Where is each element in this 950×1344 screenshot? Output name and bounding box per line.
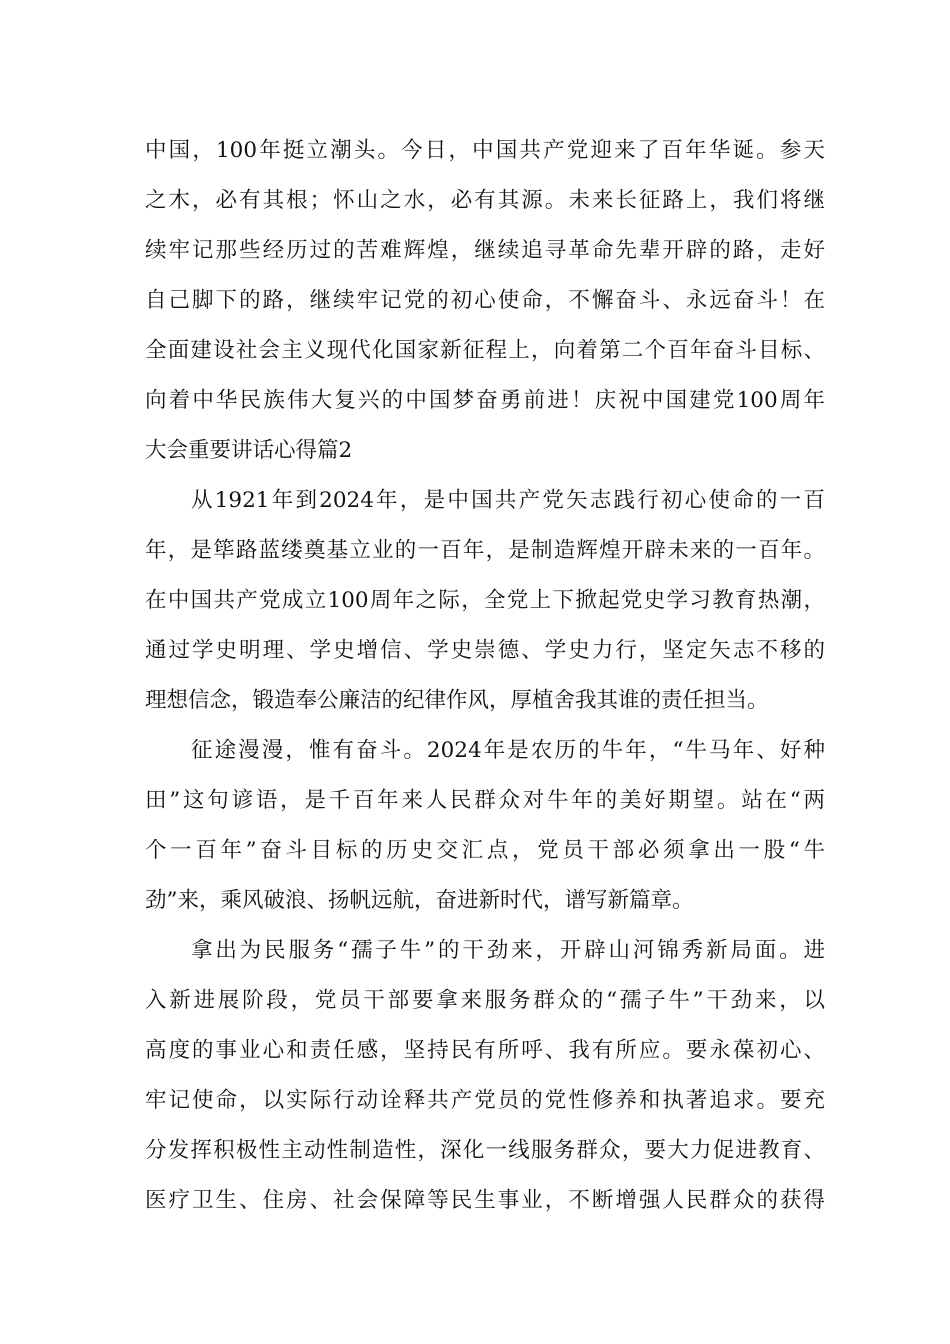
text-line: 医疗卫生、住房、社会保障等民生事业，不断增强人民群众的获得 xyxy=(145,1188,825,1213)
section-heading-line: 大会重要讲话心得篇2 xyxy=(145,438,353,463)
text-line: 田”这句谚语，是千百年来人民群众对牛年的美好期望。站在“两 xyxy=(145,788,825,813)
text-line: 牢记使命，以实际行动诠释共产党员的党性修养和执著追求。要充 xyxy=(145,1088,825,1113)
text-line: 续牢记那些经历过的苦难辉煌，继续追寻革命先辈开辟的路，走好 xyxy=(145,238,825,263)
text-line: 全面建设社会主义现代化国家新征程上，向着第二个百年奋斗目标、 xyxy=(145,338,825,363)
text-line: 理想信念，锻造奉公廉洁的纪律作风，厚植舍我其谁的责任担当。 xyxy=(145,688,769,713)
text-line: 年，是筚路蓝缕奠基立业的一百年，是制造辉煌开辟未来的一百年。 xyxy=(145,538,825,563)
text-line: 自己脚下的路，继续牢记党的初心使命，不懈奋斗、永远奋斗！在 xyxy=(145,288,825,313)
text-line: 劲”来，乘风破浪、扬帆远航，奋进新时代，谱写新篇章。 xyxy=(145,888,694,913)
paragraph-first-line: 拿出为民服务“孺子牛”的干劲来，开辟山河锦秀新局面。进 xyxy=(191,938,825,963)
text-line: 之木，必有其根；怀山之水，必有其源。未来长征路上，我们将继 xyxy=(145,188,825,213)
paragraph-first-line: 征途漫漫，惟有奋斗。2024年是农历的牛年，“牛马年、好种 xyxy=(191,738,825,763)
text-line: 分发挥积极性主动性制造性，深化一线服务群众，要大力促进教育、 xyxy=(145,1138,825,1163)
text-line: 高度的事业心和责任感，坚持民有所呼、我有所应。要永葆初心、 xyxy=(145,1038,825,1063)
text-line: 向着中华民族伟大复兴的中国梦奋勇前进！庆祝中国建党100周年 xyxy=(145,388,825,413)
text-line: 入新进展阶段，党员干部要拿来服务群众的“孺子牛”干劲来，以 xyxy=(145,988,825,1013)
paragraph-first-line: 从1921年到2024年，是中国共产党矢志践行初心使命的一百 xyxy=(191,488,825,513)
text-line: 中国，100年挺立潮头。今日，中国共产党迎来了百年华诞。参天 xyxy=(145,138,825,163)
text-line: 在中国共产党成立100周年之际，全党上下掀起党史学习教育热潮， xyxy=(145,588,825,613)
text-line: 个一百年”奋斗目标的历史交汇点，党员干部必须拿出一股“牛 xyxy=(145,838,825,863)
text-line: 通过学史明理、学史增信、学史崇德、学史力行，坚定矢志不移的 xyxy=(145,638,825,663)
